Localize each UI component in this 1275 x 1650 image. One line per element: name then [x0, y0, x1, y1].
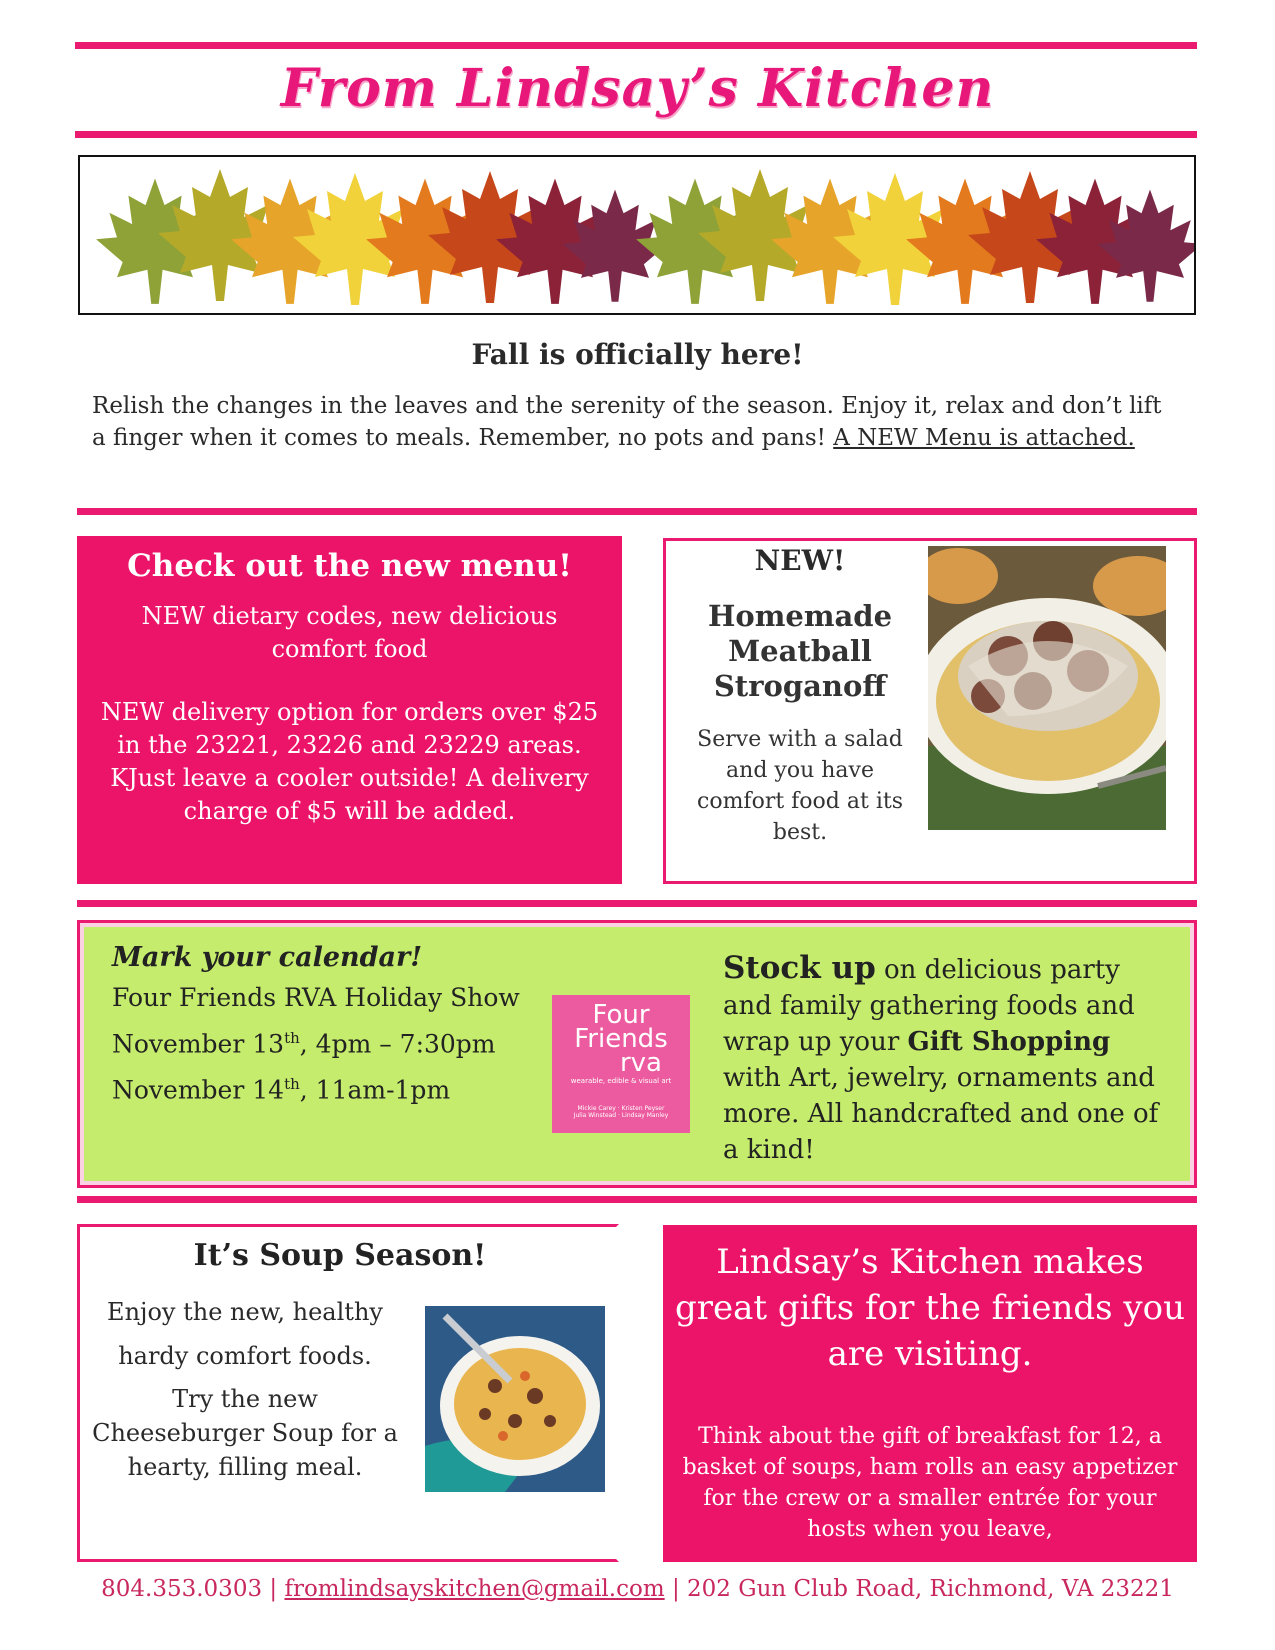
gifts-box	[663, 1225, 1197, 1562]
soup-title: It’s Soup Season!	[193, 1238, 487, 1273]
fall-leaves-banner	[78, 155, 1196, 315]
event-name: Four Friends RVA Holiday Show	[112, 983, 520, 1012]
calendar-heading: Mark your calendar!	[112, 942, 423, 973]
footer-email-link[interactable]: fromlindsayskitchen@gmail.com	[284, 1576, 665, 1602]
autumn-leaves-image	[80, 157, 1194, 313]
new-item-text	[680, 544, 920, 848]
soup-p2: Try the new Cheeseburger Soup for a hearty, filling meal.	[92, 1385, 398, 1481]
section-rule-2	[77, 900, 1197, 907]
newsletter-title: From Lindsay’s Kitchen	[280, 58, 995, 119]
section-rule-3	[77, 1196, 1197, 1203]
gifts-heading: Lindsay’s Kitchen makes great gifts for the friends you are visiting.	[675, 1242, 1185, 1374]
cheeseburger-soup-photo	[425, 1306, 605, 1492]
title-rule	[75, 131, 1197, 138]
meatball-stroganoff-photo	[928, 546, 1166, 830]
gifts-body: Think about the gift of breakfast for 12, a basket of soups, ham rolls an easy appetizer for the crew or a smaller entrée for your hosts when you leave,	[682, 1424, 1178, 1542]
gift-shopping: Gift Shopping	[907, 1027, 1111, 1057]
intro-heading: Fall is officially here!	[471, 338, 804, 371]
section-rule-1	[77, 508, 1197, 515]
stock-up-text: Stock up on delicious party and family gathering foods and wrap up your Gift Shopping with Art, jewelry, ornaments and more. All handcrafted and one of a kind!	[723, 950, 1159, 1165]
footer-contact	[80, 1576, 1195, 1602]
top-rule	[75, 42, 1197, 49]
footer-phone: 804.353.0303 |	[101, 1576, 285, 1602]
event-date-2: November 14th, 11am-1pm	[112, 1075, 451, 1105]
event-date-1: November 13th, 4pm – 7:30pm	[112, 1029, 496, 1059]
menu-box-delivery: NEW delivery option for orders over $25 in the 23221, 23226 and 23229 areas. KJust leave a cooler outside! A delivery charge of $5 will be added.	[100, 698, 599, 825]
calendar-text	[112, 938, 572, 1111]
new-menu-box	[77, 536, 622, 884]
intro-paragraph	[92, 390, 1182, 454]
dish-description: Serve with a salad and you have comfort food at its best.	[697, 727, 903, 845]
new-menu-link[interactable]: A NEW Menu is attached.	[833, 425, 1135, 451]
dish-name: Homemade Meatball Stroganoff	[707, 599, 893, 703]
soup-text	[90, 1290, 400, 1492]
new-label: NEW!	[754, 544, 846, 577]
four-friends-logo: Four Friends rva wearable, edible & visual art Mickie Carey · Kristen Peyser Julia Winstead · Lindsay Manley	[552, 995, 690, 1133]
soup-p1: Enjoy the new, healthy hardy comfort foods.	[107, 1298, 383, 1370]
footer-address: | 202 Gun Club Road, Richmond, VA 23221	[664, 1576, 1174, 1602]
menu-box-title: Check out the new menu!	[127, 548, 572, 584]
intro-body: Relish the changes in the leaves and the serenity of the season. Enjoy it, relax and don’t lift a finger when it comes to meals. Remember, no pots and pans!	[92, 393, 1162, 451]
menu-box-dietary: NEW dietary codes, new delicious comfort food	[141, 602, 558, 663]
